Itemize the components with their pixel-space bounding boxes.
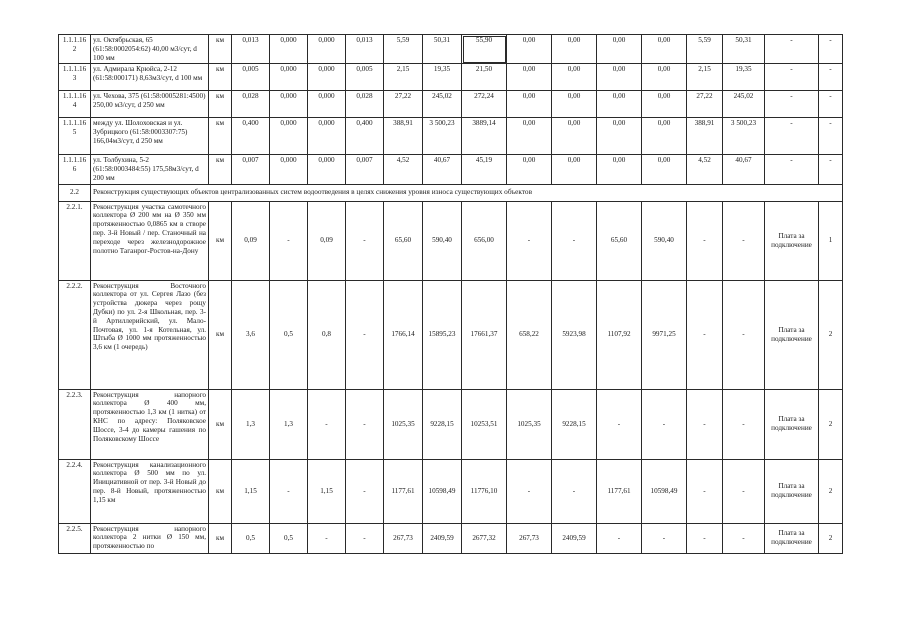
table-cell: -	[270, 459, 308, 523]
table-cell: 388,91	[384, 118, 423, 155]
table-row	[59, 280, 843, 389]
table-cell: 0,013	[232, 35, 270, 64]
table-cell: -	[597, 523, 642, 553]
table-cell: -	[346, 280, 384, 389]
row-description: между ул. Шолоховская и ул. Зубрицкого (61:58:0003307:75) 166,04м3/сут, d 250 мм	[91, 118, 209, 155]
table-cell: км	[209, 389, 232, 459]
table-cell: -	[308, 389, 346, 459]
table-cell: -	[765, 91, 819, 118]
table-cell: 0,5	[270, 280, 308, 389]
table-cell: Плата за подключение	[765, 280, 819, 389]
table-cell: 4,52	[384, 155, 423, 184]
row-description: ул. Октябрьская, 65 (61:58:0002054:62) 40,00 м3/сут, d 100 мм	[91, 35, 209, 64]
table-cell: 45,19	[462, 155, 507, 184]
table-cell: 0,00	[507, 118, 552, 155]
table-cell: Плата за подключение	[765, 459, 819, 523]
section-number: 2.2	[59, 184, 91, 201]
row-number: 2.2.2.	[59, 280, 91, 389]
table-cell: 245,02	[423, 91, 462, 118]
row-description: Реконструкция напорного коллектора 2 нитки Ø 150 мм, протяженностью по	[91, 523, 209, 553]
row-description: ул. Толбухина, 5-2 (61:58:0003484:55) 175,58м3/сут, d 200 мм	[91, 155, 209, 184]
table-cell: Плата за подключение	[765, 201, 819, 280]
table-cell: 1025,35	[384, 389, 423, 459]
table-cell: 2	[819, 389, 843, 459]
table-row	[59, 35, 843, 64]
table-cell: км	[209, 459, 232, 523]
table-cell: -	[642, 389, 687, 459]
table-cell: 0,00	[552, 91, 597, 118]
table-cell: 21,50	[462, 64, 507, 91]
table-cell: 2	[819, 523, 843, 553]
table-cell: -	[765, 64, 819, 91]
table-cell: 3 500,23	[723, 118, 765, 155]
table-cell: 272,24	[462, 91, 507, 118]
table-cell: 1177,61	[597, 459, 642, 523]
table-cell: 0,005	[346, 64, 384, 91]
table-cell: 1	[819, 201, 843, 280]
table-cell: 656,00	[462, 201, 507, 280]
cost-table	[58, 34, 843, 554]
table-row	[59, 459, 843, 523]
table-cell: 10253,51	[462, 389, 507, 459]
table-cell: 65,60	[597, 201, 642, 280]
table-cell: 17661,37	[462, 280, 507, 389]
table-cell: 0,00	[597, 91, 642, 118]
row-number: 1.1.1.16 5	[59, 118, 91, 155]
table-cell: 0,400	[232, 118, 270, 155]
row-number: 1.1.1.16 6	[59, 155, 91, 184]
table-cell: 0,007	[232, 155, 270, 184]
table-cell: 2409,59	[423, 523, 462, 553]
table-cell: 5,59	[687, 35, 723, 64]
table-cell: км	[209, 201, 232, 280]
table-cell: -	[507, 459, 552, 523]
table-cell: -	[507, 201, 552, 280]
row-description: Реконструкция напорного коллектора Ø 400 мм, протяженностью 1,3 км (1 нитка) от КНС по адресу: Поляковское Шоссе, 3-4 до камеры гашения по Поляковскому Шоссе	[91, 389, 209, 459]
table-cell: -	[346, 459, 384, 523]
table-cell: -	[819, 35, 843, 64]
table-row	[59, 201, 843, 280]
table-cell: 0,00	[642, 64, 687, 91]
table-cell: -	[723, 459, 765, 523]
table-cell: 0,028	[346, 91, 384, 118]
table-cell: 2	[819, 280, 843, 389]
table-cell: 0,00	[552, 35, 597, 64]
table-cell: -	[819, 118, 843, 155]
table-cell: 9228,15	[552, 389, 597, 459]
table-cell: Плата за подключение	[765, 389, 819, 459]
table-cell: 9228,15	[423, 389, 462, 459]
table-cell: 55,90	[462, 35, 507, 64]
table-cell: 0,000	[270, 118, 308, 155]
table-cell: 2677,32	[462, 523, 507, 553]
table-cell: 0,000	[308, 118, 346, 155]
table-cell: -	[597, 389, 642, 459]
table-cell: 590,40	[423, 201, 462, 280]
table-body-bottom	[59, 201, 843, 553]
table-cell: км	[209, 118, 232, 155]
table-row	[59, 118, 843, 155]
table-cell: 10598,49	[423, 459, 462, 523]
table-cell: 388,91	[687, 118, 723, 155]
table-cell: 1,3	[232, 389, 270, 459]
table-cell: 1,15	[308, 459, 346, 523]
table-cell: 9971,25	[642, 280, 687, 389]
table-cell: 2,15	[687, 64, 723, 91]
table-cell: 0,00	[597, 64, 642, 91]
table-cell: 2,15	[384, 64, 423, 91]
table-cell: 0,00	[507, 35, 552, 64]
table-cell: 50,31	[423, 35, 462, 64]
row-number: 1.1.1.16 4	[59, 91, 91, 118]
table-cell: 3,6	[232, 280, 270, 389]
table-row	[59, 523, 843, 553]
table-cell: Плата за подключение	[765, 523, 819, 553]
table-cell: км	[209, 523, 232, 553]
table-cell: -	[723, 523, 765, 553]
row-number: 2.2.1.	[59, 201, 91, 280]
row-number: 2.2.4.	[59, 459, 91, 523]
table-cell: 0,00	[507, 64, 552, 91]
table-cell: -	[819, 155, 843, 184]
table-cell: 0,00	[642, 35, 687, 64]
table-cell: 0,000	[308, 35, 346, 64]
table-cell: 0,013	[346, 35, 384, 64]
table-cell: 0,5	[270, 523, 308, 553]
table-cell: 590,40	[642, 201, 687, 280]
row-number: 1.1.1.16 3	[59, 64, 91, 91]
table-cell: 0,00	[597, 118, 642, 155]
table-cell: 0,00	[642, 91, 687, 118]
table-cell: 2	[819, 459, 843, 523]
table-body-top	[59, 35, 843, 185]
table-row	[59, 389, 843, 459]
table-cell: 658,22	[507, 280, 552, 389]
table-cell: -	[308, 523, 346, 553]
table-cell: 0,09	[232, 201, 270, 280]
table-cell: 40,67	[423, 155, 462, 184]
table-cell: км	[209, 35, 232, 64]
table-cell: 1,15	[232, 459, 270, 523]
table-cell: 0,007	[346, 155, 384, 184]
table-cell: 3 500,23	[423, 118, 462, 155]
table-cell: 27,22	[687, 91, 723, 118]
row-description: ул. Адмирала Крюйса, 2-12 (61:58:000171) 8,63м3/сут, d 100 мм	[91, 64, 209, 91]
table-cell: 10598,49	[642, 459, 687, 523]
row-description: Реконструкция Восточного коллектора от ул. Сергея Лазо (без устройства дюкера через рощу Дубки) по ул. 2-я Школьная, пер. 3-й Артиллерийский, ул. Мало-Почтовая, ул. 1-я Котельная, ул. Штыба Ø 1000 мм протяженностью 3,6 км (1 очередь)	[91, 280, 209, 389]
table-cell: 15895,23	[423, 280, 462, 389]
table-cell: -	[765, 155, 819, 184]
table-cell: -	[723, 389, 765, 459]
table-cell: 50,31	[723, 35, 765, 64]
table-cell: -	[346, 201, 384, 280]
table-cell: 19,35	[423, 64, 462, 91]
table-cell: 5,59	[384, 35, 423, 64]
table-cell: 0,00	[552, 64, 597, 91]
table-cell: 267,73	[507, 523, 552, 553]
table-row	[59, 64, 843, 91]
row-description: ул. Чехова, 375 (61:58:0005281:4500) 250,00 м3/сут, d 250 мм	[91, 91, 209, 118]
row-description: Реконструкция канализационного коллектора Ø 500 мм по ул. Инициативной от пер. 3-й Новый до пер. 8-й Новый, протяженностью 1,15 км	[91, 459, 209, 523]
table-cell: 0,000	[308, 64, 346, 91]
table-cell: 0,00	[642, 118, 687, 155]
table-cell: -	[687, 280, 723, 389]
table-cell: 267,73	[384, 523, 423, 553]
table-cell: 0,5	[232, 523, 270, 553]
table-cell: 1,3	[270, 389, 308, 459]
table-cell: 19,35	[723, 64, 765, 91]
table-cell: 3889,14	[462, 118, 507, 155]
table-cell: 0,005	[232, 64, 270, 91]
table-cell: 0,00	[597, 155, 642, 184]
table-cell: 4,52	[687, 155, 723, 184]
table-cell: 27,22	[384, 91, 423, 118]
table-cell: 1177,61	[384, 459, 423, 523]
table-cell: 1107,92	[597, 280, 642, 389]
table-cell: 11776,10	[462, 459, 507, 523]
table-cell: -	[552, 459, 597, 523]
table-cell: 0,00	[597, 35, 642, 64]
table-cell: -	[642, 523, 687, 553]
table-cell: 0,00	[642, 155, 687, 184]
table-cell: -	[819, 91, 843, 118]
table-cell: -	[723, 201, 765, 280]
table-cell: -	[346, 523, 384, 553]
table-cell: 2409,59	[552, 523, 597, 553]
row-number: 1.1.1.16 2	[59, 35, 91, 64]
table-cell: 0,09	[308, 201, 346, 280]
table-cell: -	[687, 459, 723, 523]
table-cell: 0,000	[308, 155, 346, 184]
table-cell: -	[270, 201, 308, 280]
table-cell: 245,02	[723, 91, 765, 118]
table-cell: -	[687, 201, 723, 280]
table-cell: -	[765, 118, 819, 155]
table-cell: 0,028	[232, 91, 270, 118]
table-cell: -	[687, 389, 723, 459]
table-cell: 0,00	[507, 91, 552, 118]
table-cell: 0,00	[552, 155, 597, 184]
table-cell: -	[723, 280, 765, 389]
table-cell: 0,000	[308, 91, 346, 118]
table-cell: 0,000	[270, 155, 308, 184]
row-number: 2.2.5.	[59, 523, 91, 553]
table-cell: 65,60	[384, 201, 423, 280]
table-cell: -	[552, 201, 597, 280]
table-cell: км	[209, 155, 232, 184]
table-cell: 0,00	[552, 118, 597, 155]
table-cell: 0,000	[270, 35, 308, 64]
table-cell: км	[209, 91, 232, 118]
section-row	[59, 184, 843, 201]
row-description: Реконструкция участка самотечного коллектора Ø 200 мм на Ø 350 мм протяженностью 0,0865 км в створе пер. 3-й Новый / пер. Станочный на переходе через железнодорожное полотно Таганрог-Ростов-на-Дону	[91, 201, 209, 280]
section-title: Реконструкция существующих объектов централизованных систем водоотведения в целях снижения уровня износа существующих объектов	[91, 184, 843, 201]
table-cell: 0,400	[346, 118, 384, 155]
table-cell: 1025,35	[507, 389, 552, 459]
table-cell: 0,8	[308, 280, 346, 389]
table-row	[59, 155, 843, 184]
table-cell: 40,67	[723, 155, 765, 184]
table-cell: -	[819, 64, 843, 91]
table-cell: км	[209, 280, 232, 389]
row-number: 2.2.3.	[59, 389, 91, 459]
table-section	[59, 184, 843, 201]
table-cell: -	[346, 389, 384, 459]
table-cell: -	[765, 35, 819, 64]
table-cell: 1766,14	[384, 280, 423, 389]
table-cell: 5923,98	[552, 280, 597, 389]
table-cell: 0,000	[270, 64, 308, 91]
table-cell: -	[687, 523, 723, 553]
table-cell: км	[209, 64, 232, 91]
table-cell: 0,00	[507, 155, 552, 184]
table-cell: 0,000	[270, 91, 308, 118]
table-row	[59, 91, 843, 118]
